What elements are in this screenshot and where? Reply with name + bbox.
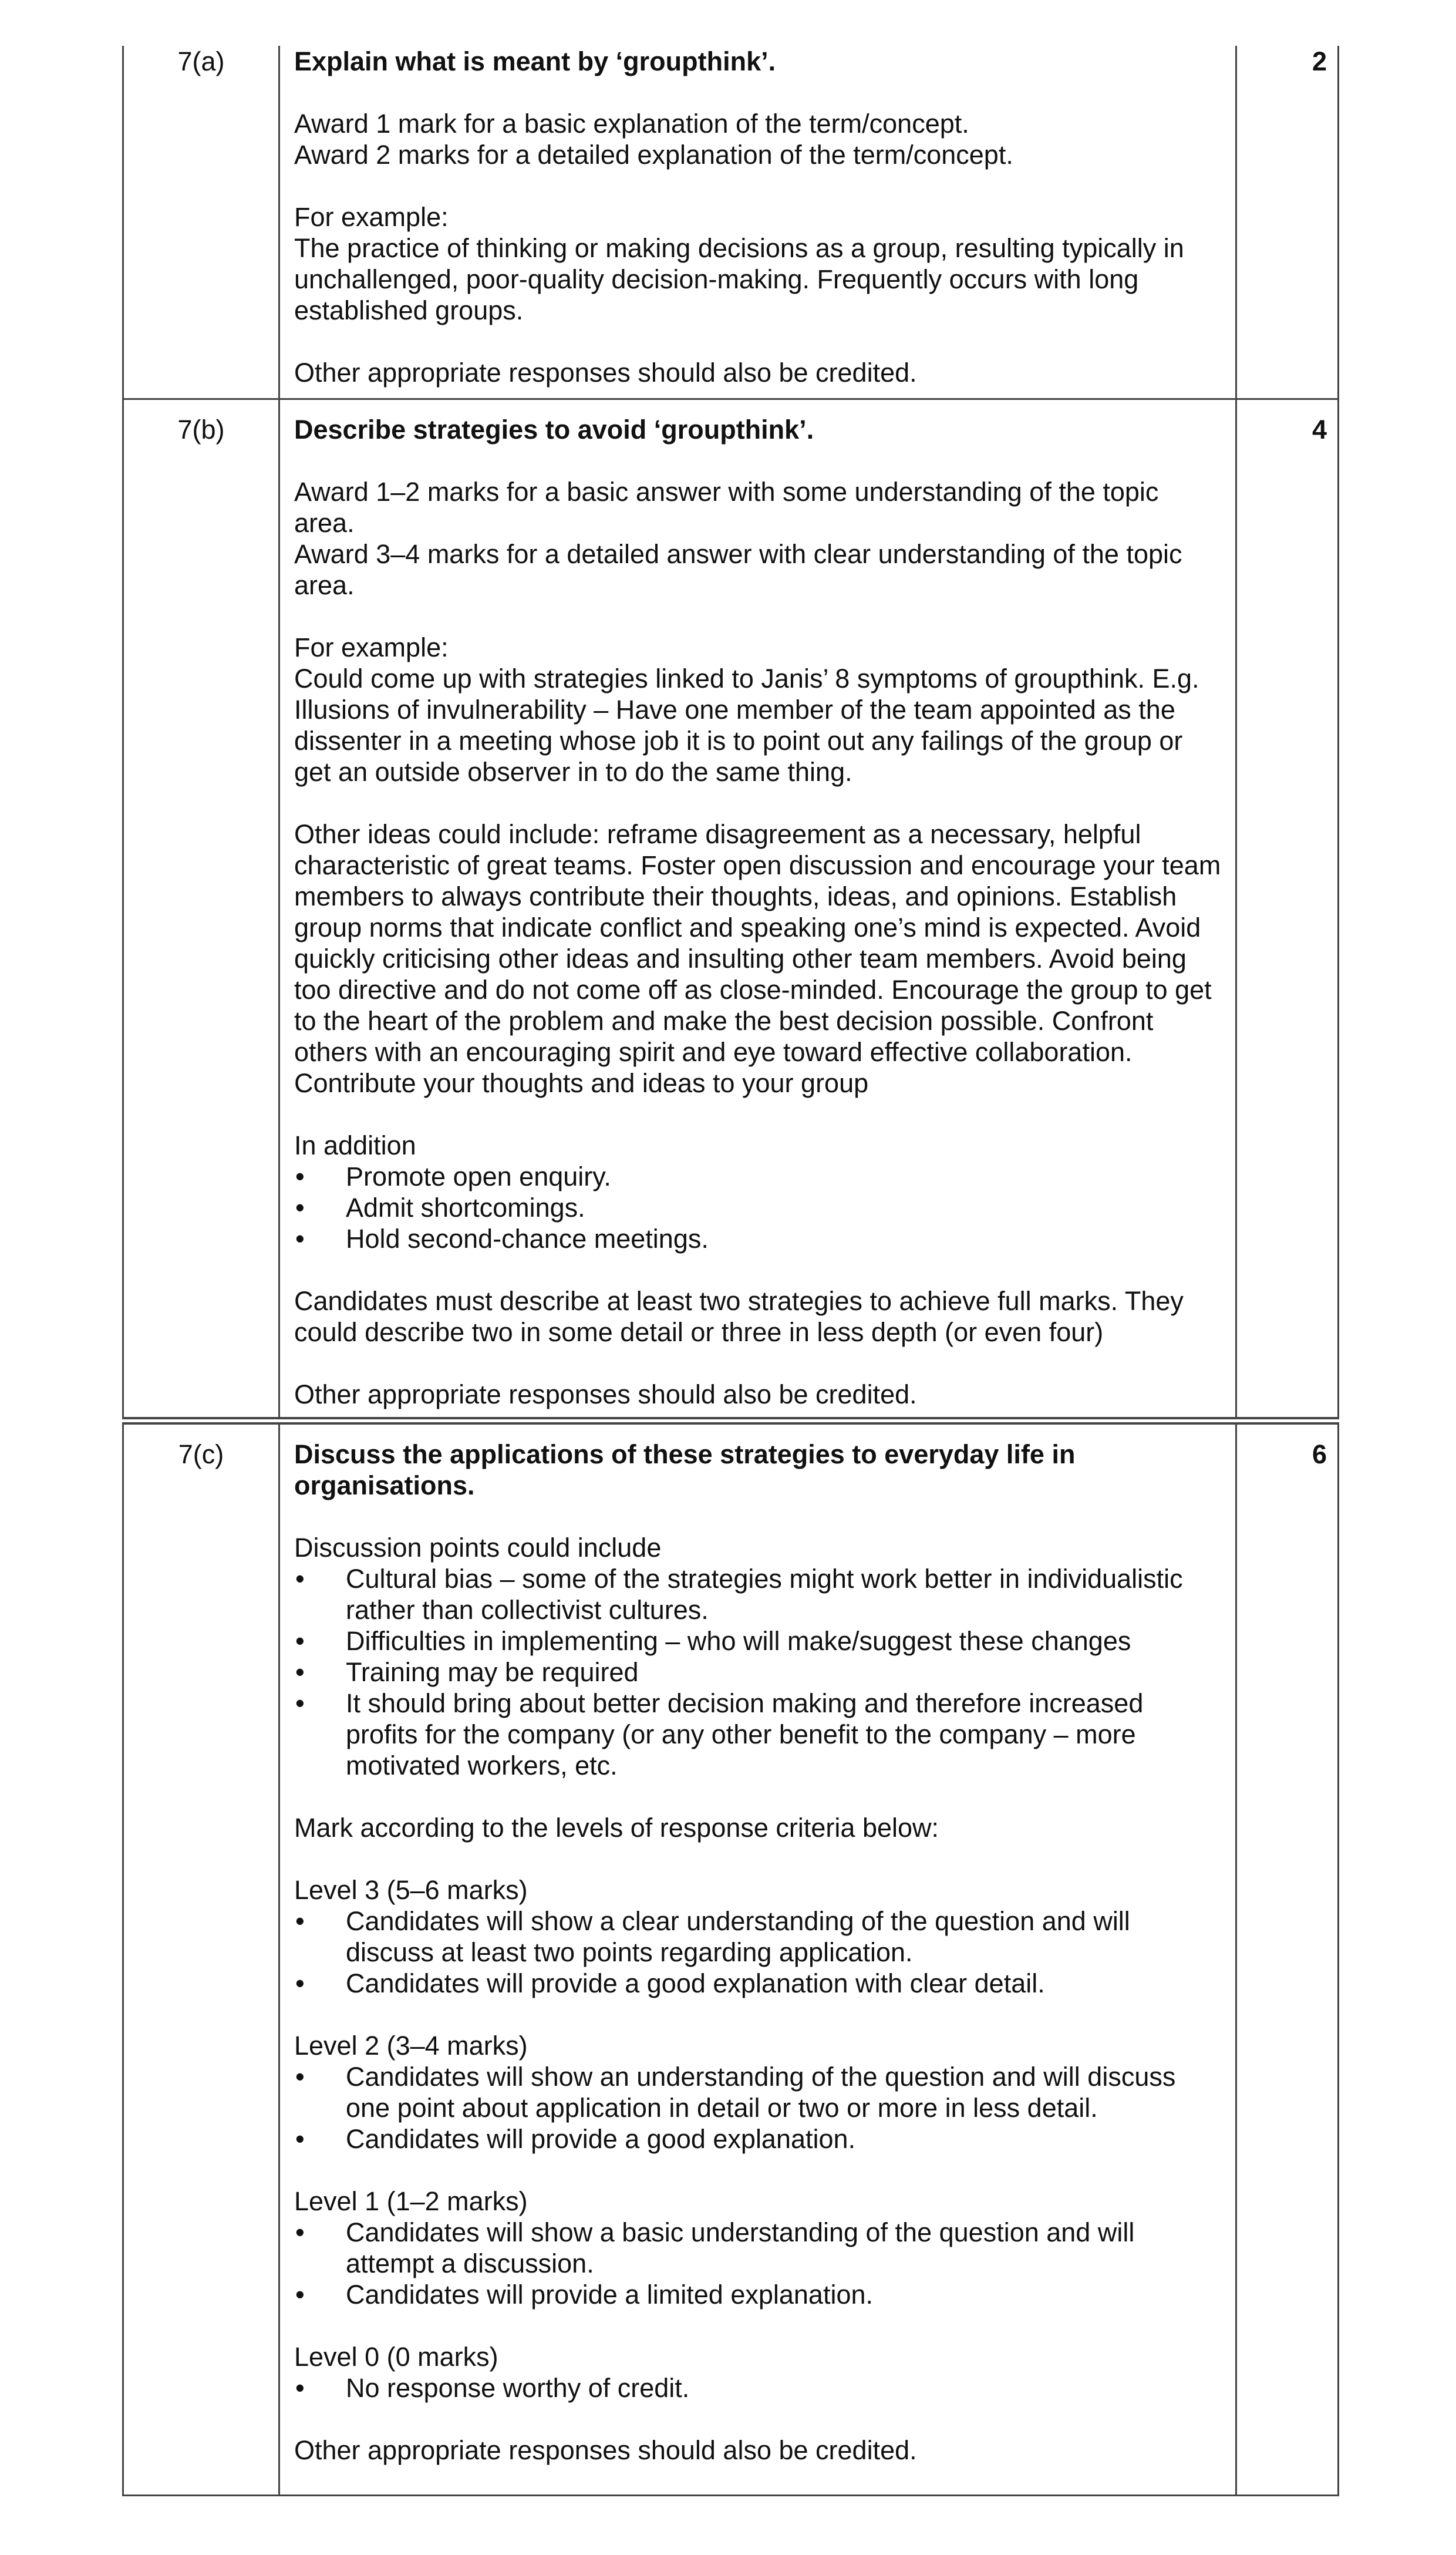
question-number: 7(a) bbox=[123, 46, 279, 399]
list-item: • Candidates will show a clear understanding of the question and will discuss at least two points regarding application. bbox=[294, 1906, 1222, 1968]
level-criteria-list bbox=[294, 2217, 1222, 2310]
example-text: The practice of thinking or making decisions as a group, resulting typically in unchallenged, poor-quality decision-making. Frequently occurs with long established groups. bbox=[294, 233, 1184, 325]
marks-value: 2 bbox=[1236, 46, 1339, 399]
answer-cell bbox=[279, 1421, 1236, 2496]
level-criteria-list bbox=[294, 2061, 1222, 2155]
list-item: • Candidates will provide a good explanation. bbox=[294, 2123, 1222, 2155]
question-number: 7(c) bbox=[123, 1421, 279, 2496]
mark-scheme-table bbox=[122, 46, 1339, 2496]
question-row-7b bbox=[123, 399, 1339, 1421]
list-item: • Training may be required bbox=[294, 1657, 1222, 1688]
addition-label: In addition bbox=[294, 1130, 416, 1160]
other-ideas-text: Other ideas could include: reframe disagreement as a necessary, helpful characteristic of great teams. Foster open discussion and encourage your team members to always contribute their thoughts, ideas, and opinions. Establish group norms that indicate conflict and speaking one’s mind is expected. Avoid quickly criticising other ideas and insulting other team members. Avoid being too directive and do not come off as close-minded. Encourage the group to get to the heart of the problem and make the best decision possible. Confront others with an encouraging spirit and eye toward effective collaboration. Contribute your thoughts and ideas to your group bbox=[294, 819, 1221, 1098]
other-responses-note: Other appropriate responses should also be credited. bbox=[294, 2435, 917, 2465]
list-item: • Candidates will show a basic understanding of the question and will attempt a discussion. bbox=[294, 2217, 1222, 2279]
list-item: • No response worthy of credit. bbox=[294, 2372, 1222, 2403]
list-item: • Candidates will provide a limited explanation. bbox=[294, 2279, 1222, 2310]
list-item: • Admit shortcomings. bbox=[294, 1192, 1222, 1223]
level-label: Level 1 (1–2 marks) bbox=[294, 2186, 528, 2216]
question-row-7c bbox=[123, 1421, 1339, 2496]
list-item: • Promote open enquiry. bbox=[294, 1161, 1222, 1192]
award-line: Award 1 mark for a basic explanation of the term/concept. bbox=[294, 109, 969, 139]
other-responses-note: Other appropriate responses should also be credited. bbox=[294, 1379, 917, 1409]
answer-cell bbox=[279, 46, 1236, 399]
mark-according-note: Mark according to the levels of response criteria below: bbox=[294, 1813, 939, 1843]
example-label: For example: bbox=[294, 632, 449, 662]
question-heading: Explain what is meant by ‘groupthink’. bbox=[294, 46, 776, 76]
other-responses-note: Other appropriate responses should also be credited. bbox=[294, 358, 917, 388]
example-text: Could come up with strategies linked to Janis’ 8 symptoms of groupthink. E.g. Illusions of invulnerability – Have one member of the team appointed as the dissenter in a meeting whose job it is to point out any failings of the group or get an outside observer in to do the same thing. bbox=[294, 664, 1199, 787]
award-line: Award 1–2 marks for a basic answer with some understanding of the topic area. bbox=[294, 477, 1159, 538]
level-label: Level 0 (0 marks) bbox=[294, 2342, 498, 2372]
question-heading: Discuss the applications of these strategies to everyday life in organisations. bbox=[294, 1439, 1076, 1500]
question-heading: Describe strategies to avoid ‘groupthink’. bbox=[294, 415, 814, 445]
marks-value: 4 bbox=[1236, 399, 1339, 1421]
list-item: • Candidates will show an understanding of the question and will discuss one point about application in detail or two or more in less detail. bbox=[294, 2061, 1222, 2123]
level-label: Level 3 (5–6 marks) bbox=[294, 1875, 528, 1905]
level-criteria-list bbox=[294, 1906, 1222, 1999]
question-number: 7(b) bbox=[123, 399, 279, 1421]
answer-cell bbox=[279, 399, 1236, 1421]
level-label: Level 2 (3–4 marks) bbox=[294, 2031, 528, 2061]
list-item: • Hold second-chance meetings. bbox=[294, 1223, 1222, 1254]
award-line: Award 3–4 marks for a detailed answer with clear understanding of the topic area. bbox=[294, 539, 1182, 600]
example-label: For example: bbox=[294, 202, 449, 232]
addition-list bbox=[294, 1161, 1222, 1254]
list-item: • Candidates will provide a good explanation with clear detail. bbox=[294, 1968, 1222, 1999]
question-row-7a bbox=[123, 46, 1339, 399]
level-criteria-list bbox=[294, 2372, 1222, 2403]
award-line: Award 2 marks for a detailed explanation of the term/concept. bbox=[294, 140, 1013, 170]
candidates-note: Candidates must describe at least two strategies to achieve full marks. They could describe two in some detail or three in less depth (or even four) bbox=[294, 1286, 1184, 1347]
list-item: • It should bring about better decision making and therefore increased profits for the company (or any other benefit to the company – more motivated workers, etc. bbox=[294, 1688, 1222, 1781]
discussion-label: Discussion points could include bbox=[294, 1533, 662, 1563]
list-item: • Difficulties in implementing – who will make/suggest these changes bbox=[294, 1625, 1222, 1657]
discussion-list bbox=[294, 1563, 1222, 1781]
marks-value: 6 bbox=[1236, 1421, 1339, 2496]
list-item: • Cultural bias – some of the strategies might work better in individualistic rather than collectivist cultures. bbox=[294, 1563, 1222, 1625]
